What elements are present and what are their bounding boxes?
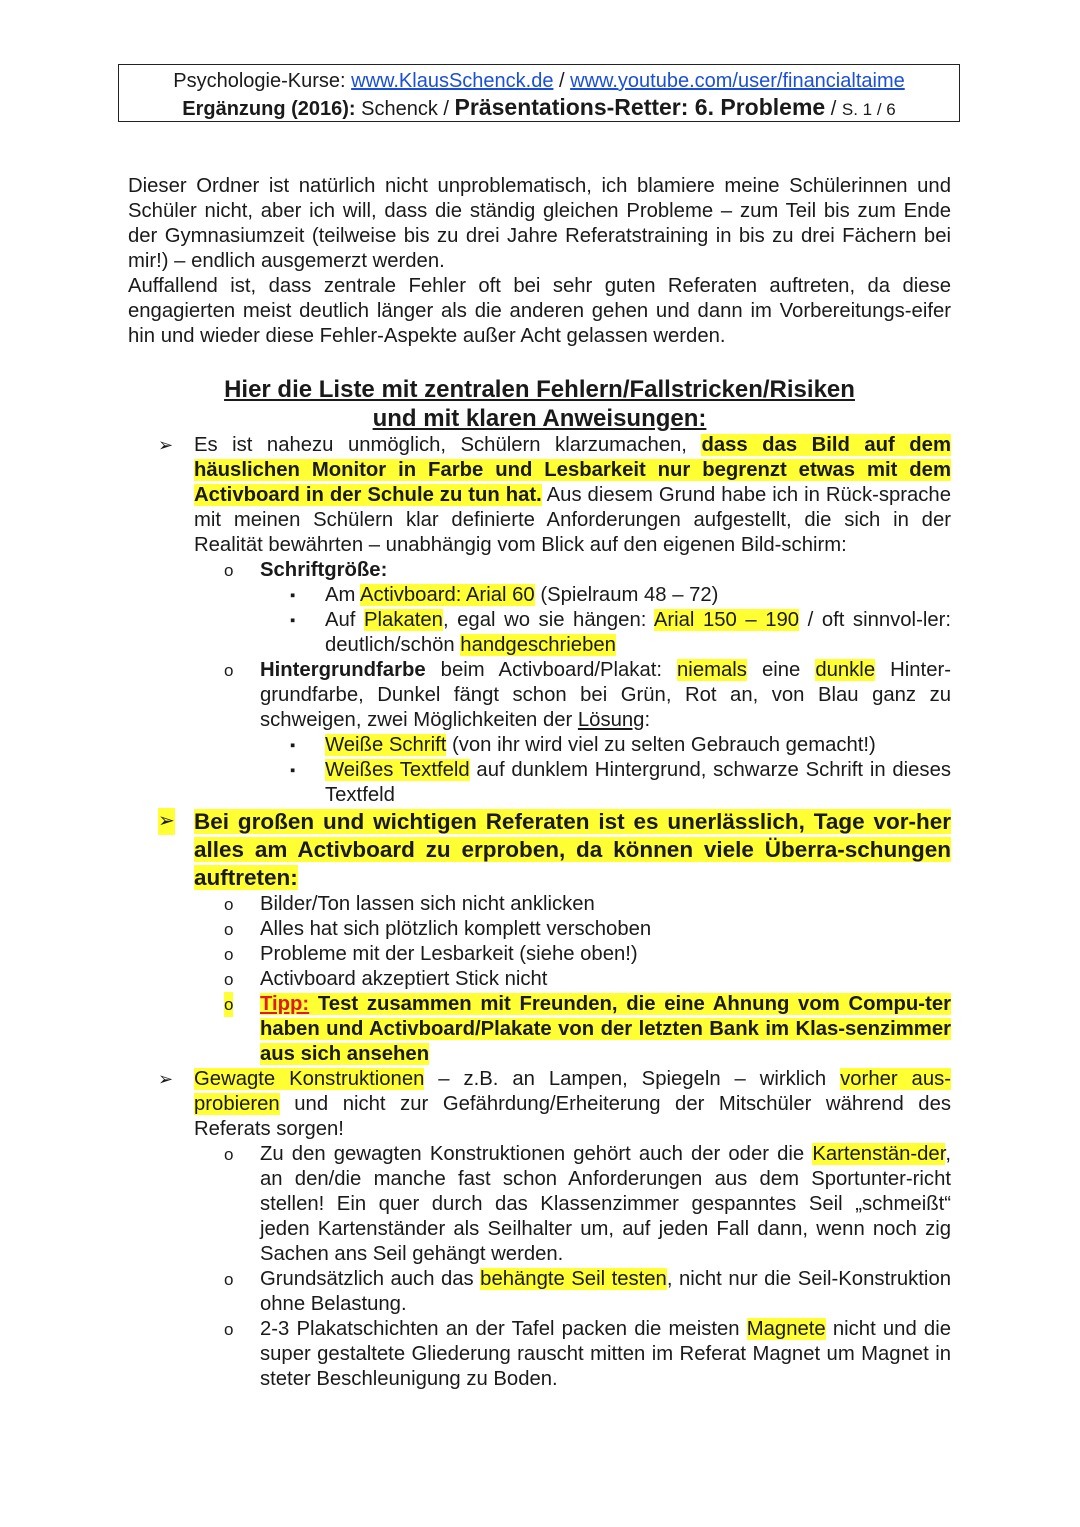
sub-item (194, 1317, 951, 1392)
item-text: (Spielraum 48 – 72) (534, 584, 719, 606)
tip-label: Tipp: (260, 993, 310, 1015)
highlighted-text: dunkle (815, 659, 876, 681)
item-text: / oft sinnvol-ler: deutlich/schön (325, 609, 951, 656)
list-item-monitor (128, 433, 951, 808)
item-text: Probleme mit der Lesbarkeit (siehe oben!) (260, 943, 638, 965)
header-separator: / (553, 70, 571, 92)
item-text: auf dunklem Hintergrund, schwarze Schrift in dieses Textfeld (325, 759, 951, 806)
circle-bullet-icon: o (224, 992, 233, 1017)
square-bullet-icon: ▪ (290, 737, 296, 754)
circle-bullet-icon: o (224, 661, 234, 680)
item-text: eine (746, 659, 816, 681)
sub-item (194, 917, 951, 942)
heading-line-1: Hier die Liste mit zentralen Fehlern/Fallstricken/Risiken (224, 376, 855, 403)
document-header (118, 64, 960, 122)
item-text: nicht und die super gestaltete Gliederung rauscht mitten im Referat Magnet um Magnet in steter Beschleunigung zu Boden. (260, 1318, 951, 1390)
sub-sub-item (260, 733, 951, 758)
circle-bullet-icon: o (224, 561, 234, 580)
item-text: Hinter-grundfarbe, Dunkel fängt schon bei Grün, Rot an, von Blau ganz zu schweigen, zwei Möglichkeiten der (260, 659, 951, 731)
font-size-label: Schriftgröße: (260, 559, 388, 581)
item-text: beim Activboard/Plakat: (425, 659, 678, 681)
item-text: Bilder/Ton lassen sich nicht anklicken (260, 893, 595, 915)
page-separator: / (825, 98, 842, 120)
circle-bullet-icon: o (224, 1320, 234, 1339)
highlighted-text: Weiße Schrift (325, 734, 447, 756)
sub-item (194, 967, 951, 992)
item-text: Zu den gewagten Konstruktionen gehört auch der oder die (260, 1143, 813, 1165)
intro-paragraph-1: Dieser Ordner ist natürlich nicht unproblematisch, ich blamiere meine Schülerinnen und Schüler nicht, aber ich will, dass die ständig gleichen Probleme – zum Teil bis zum Ende der Gymnasiumzeit (teilweise bis zu drei Jahre Referatstraining in bis zu drei Fächern bei mir!) – endlich ausgemerzt werden. (128, 175, 951, 272)
heading-line-2: und mit klaren Anweisungen: (372, 405, 707, 432)
intro-paragraph-2: Auffallend ist, dass zentrale Fehler oft bei sehr guten Referaten auftreten, da diese engagierten meist deutlich länger als die anderen gehen und dann im Vorbereitungs-eifer hin und wieder diese Fehler-Aspekte außer Acht gelassen werden. (128, 275, 951, 347)
list-heading (128, 375, 951, 433)
item-text: , nicht nur die Seil-Konstruktion ohne Belastung. (260, 1268, 952, 1315)
circle-bullet-icon: o (224, 945, 234, 964)
sub-item-background (194, 658, 951, 808)
header-author: Schenck / (355, 98, 455, 120)
page-number: S. 1 / 6 (841, 100, 896, 119)
highlighted-text: Bei großen und wichtigen Referaten ist es unerlässlich, Tage vor-her alles am Activboard zu erproben, da können viele Überra-schungen auftreten: (194, 809, 951, 890)
circle-bullet-icon: o (224, 970, 234, 989)
square-bullet-icon: ▪ (290, 612, 296, 629)
sub-item-font-size (194, 558, 951, 658)
header-course-label: Psychologie-Kurse: (173, 70, 352, 92)
sub-list (194, 558, 951, 808)
sub-list (194, 892, 951, 1067)
sub-sub-item (260, 583, 951, 608)
sub-sub-item (260, 758, 951, 808)
highlighted-text: behängte Seil testen (480, 1268, 667, 1290)
list-item-constructions (128, 1067, 951, 1392)
header-line-2 (119, 94, 959, 123)
highlighted-text: Arial 150 – 190 (653, 609, 800, 631)
item-text: Am (325, 584, 360, 606)
highlighted-text: dass das Bild auf dem häuslichen Monitor in Farbe und Lesbarkeit nur begrenzt etwas mit dem Activboard in der Schule zu tun hat. (194, 434, 951, 506)
sub-item-tip (194, 992, 951, 1067)
highlighted-text: Gewagte Konstruktionen (194, 1068, 425, 1090)
arrow-bullet-icon: ➢ (158, 808, 175, 835)
square-bullet-icon: ▪ (290, 587, 296, 604)
header-line-1 (119, 68, 959, 94)
list-item-activboard-test (128, 808, 951, 1067)
sub-sub-list (260, 733, 951, 808)
highlighted-text: Magnete (746, 1318, 826, 1340)
highlighted-text: Weißes Textfeld (325, 759, 470, 781)
arrow-bullet-icon: ➢ (158, 435, 174, 455)
highlighted-text: vorher aus-probieren (194, 1068, 951, 1115)
highlighted-text: niemals (677, 659, 747, 681)
highlighted-text: handgeschrieben (460, 634, 616, 656)
item-text: , an den/die manche fast schon Anforderungen aus dem Sportunter-richt stellen! Ein quer durch das Klassenzimmer gespanntes Seil „schmeißt“ jeden Kartenständer als Seilhalter um, auf jeden Fall dann, wenn noch zig Sachen ans Seil gehängt werden. (260, 1143, 951, 1265)
sub-list (194, 1142, 951, 1392)
item-text: (von ihr wird viel zu selten Gebrauch gemacht!) (446, 734, 876, 756)
highlighted-text: Kartenstän-der (812, 1143, 946, 1165)
sub-sub-item (260, 608, 951, 658)
sub-sub-list (260, 583, 951, 658)
arrow-bullet-icon: ➢ (158, 1069, 174, 1089)
item-text: Auf (325, 609, 365, 631)
item-text: und nicht zur Gefährdung/Erheiterung der Mitschüler während des Referats sorgen! (194, 1093, 951, 1140)
underlined-text: Lösung (577, 709, 645, 731)
item-text: Activboard akzeptiert Stick nicht (260, 968, 548, 990)
tip-text: Test zusammen mit Freunden, die eine Ahnung vom Compu-ter haben und Activboard/Plakate von der letzten Bank im Klas-senzimmer aus sich ansehen (260, 993, 951, 1065)
item-text: Aus diesem Grund habe ich in Rück-sprache mit meinen Schülern klar definierte Anforderungen aufgestellt, die sich in der Realität bewährten – unabhängig vom Blick auf den eigenen Bild-schirm: (194, 484, 951, 556)
sub-item (194, 942, 951, 967)
main-list (128, 433, 951, 1392)
item-text: : (644, 709, 651, 731)
sub-item (194, 892, 951, 917)
circle-bullet-icon: o (224, 895, 234, 914)
background-label: Hintergrundfarbe (260, 659, 426, 681)
item-text: – z.B. an Lampen, Spiegeln – wirklich (424, 1068, 841, 1090)
header-supplement-label: Ergänzung (2016): (182, 98, 356, 120)
circle-bullet-icon: o (224, 1145, 234, 1164)
highlighted-text: Plakaten (364, 609, 443, 631)
item-text: Es ist nahezu unmöglich, Schülern klarzumachen, (194, 434, 702, 456)
sub-item (194, 1142, 951, 1267)
highlighted-text: Activboard: Arial 60 (359, 584, 535, 606)
youtube-link[interactable]: www.youtube.com/user/financialtaime (570, 70, 905, 92)
item-text: 2-3 Plakatschichten an der Tafel packen die meisten (260, 1318, 747, 1340)
item-text: Grundsätzlich auch das (260, 1268, 481, 1290)
square-bullet-icon: ▪ (290, 762, 296, 779)
circle-bullet-icon: o (224, 1270, 234, 1289)
item-text: , egal wo sie hängen: (442, 609, 654, 631)
document-body (128, 174, 951, 1392)
website-link[interactable]: www.KlausSchenck.de (351, 70, 554, 92)
sub-item (194, 1267, 951, 1317)
circle-bullet-icon: o (224, 920, 234, 939)
item-text: Alles hat sich plötzlich komplett verschoben (260, 918, 652, 940)
document-title: Präsentations-Retter: 6. Probleme (454, 94, 826, 120)
